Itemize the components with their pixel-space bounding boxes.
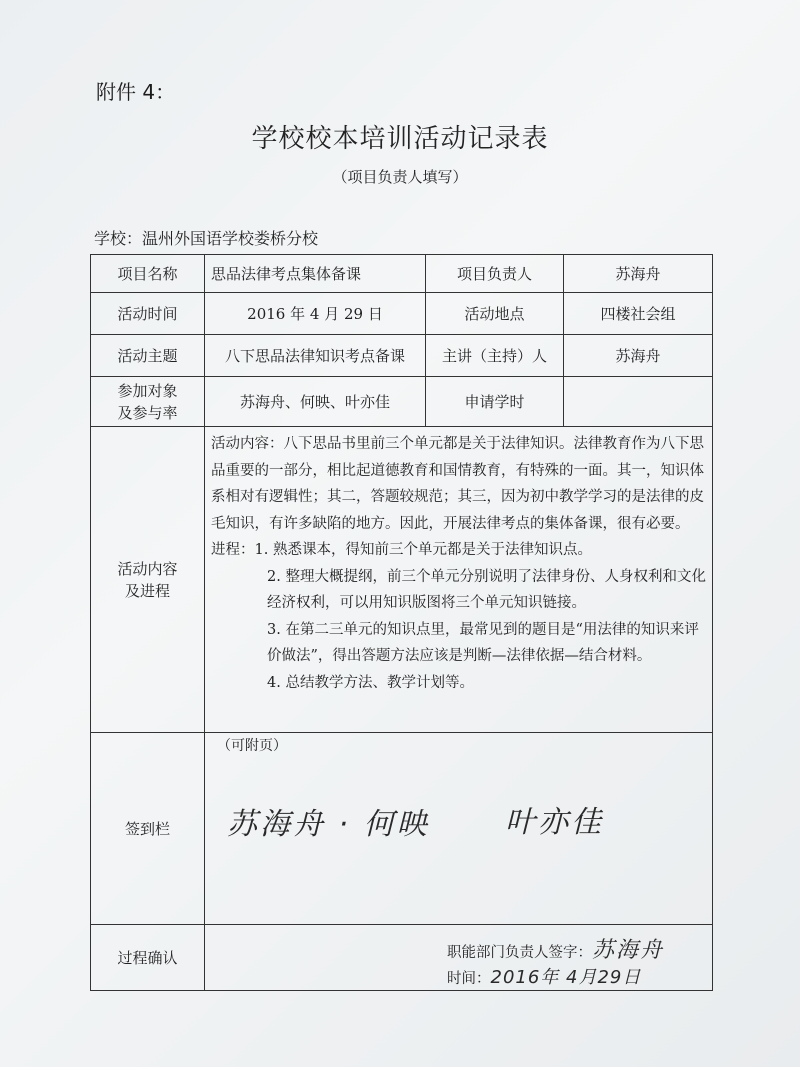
activity-time-label: 活动时间	[91, 293, 205, 335]
table-row	[91, 733, 713, 925]
speaker-label: 主讲（主持）人	[426, 335, 564, 377]
table-row	[91, 335, 713, 377]
signer-line	[447, 933, 664, 964]
table-row	[91, 255, 713, 293]
confirm-label: 过程确认	[91, 925, 205, 991]
speaker-value: 苏海舟	[564, 335, 713, 377]
activity-theme-value: 八下思品法律知识考点备课	[205, 335, 426, 377]
date-handwriting: 2016年 4月29日	[490, 967, 642, 988]
participants-value: 苏海舟、何映、叶亦佳	[205, 377, 426, 427]
study-hours-label: 申请学时	[426, 377, 564, 427]
record-table	[90, 254, 713, 991]
table-row	[91, 377, 713, 427]
participants-label	[91, 377, 205, 427]
content-label-line1: 活动内容	[117, 559, 178, 578]
content-paragraph: 活动内容：八下思品书里前三个单元都是关于法律知识。法律教育作为八下思品重要的一部分，相比起道德教育和国情教育，有特殊的一面。其一，知识体系相对有逻辑性；其二，答题较规范；其三，因为初中教学学习的是法律的皮毛知识，有许多缺陷的地方。因此，开展法律考点的集体备课，很有必要。	[211, 436, 704, 532]
project-leader-value: 苏海舟	[564, 255, 713, 293]
project-leader-label: 项目负责人	[426, 255, 564, 293]
content-step-3: 3. 在第二三单元的知识点里，最常见到的题目是“用法律的知识来评价做法”，得出答题方法应该是判断—法律依据—结合材料。	[267, 621, 699, 664]
participants-label-line1: 参加对象	[117, 381, 178, 400]
signin-label: 签到栏	[91, 733, 205, 925]
attach-note: （可附页）	[217, 738, 287, 754]
project-name-value: 思品法律考点集体备课	[205, 255, 426, 293]
activity-theme-label: 活动主题	[91, 335, 205, 377]
date-line	[447, 963, 641, 989]
content-step-4: 4. 总结教学方法、教学计划等。	[267, 674, 474, 691]
date-label: 时间：	[447, 971, 491, 987]
study-hours-value	[564, 377, 713, 427]
content-step-2: 2. 整理大概提纲，前三个单元分别说明了法律身份、人身权利和文化经济权利，可以用知识版图将三个单元知识链接。	[267, 568, 706, 611]
content-label	[91, 427, 205, 733]
activity-time-value: 2016 年 4 月 29 日	[205, 293, 426, 335]
content-step-1: 进程：1. 熟悉课本，得知前三个单元都是关于法律知识点。	[211, 542, 592, 558]
content-label-line2: 及进程	[124, 581, 170, 600]
confirm-body	[205, 925, 713, 991]
attachment-label: 附件 4：	[96, 80, 176, 104]
signer-signature: 苏海舟	[592, 938, 665, 963]
participants-label-line2: 及参与率	[117, 403, 178, 422]
signature-handwriting: 苏海舟 · 何映	[227, 807, 430, 842]
table-row	[91, 925, 713, 991]
project-name-label: 项目名称	[91, 255, 205, 293]
signin-body	[205, 733, 713, 925]
signer-label: 职能部门负责人签字：	[447, 945, 592, 961]
activity-place-label: 活动地点	[426, 293, 564, 335]
table-row	[91, 293, 713, 335]
form-subtitle: （项目负责人填写）	[332, 168, 468, 186]
school-label: 学校：温州外国语学校娄桥分校	[94, 229, 319, 248]
form-title: 学校校本培训活动记录表	[251, 124, 549, 154]
table-row	[91, 427, 713, 733]
activity-place-value: 四楼社会组	[564, 293, 713, 335]
content-body	[205, 427, 713, 733]
signature-handwriting: 叶亦佳	[505, 805, 604, 840]
